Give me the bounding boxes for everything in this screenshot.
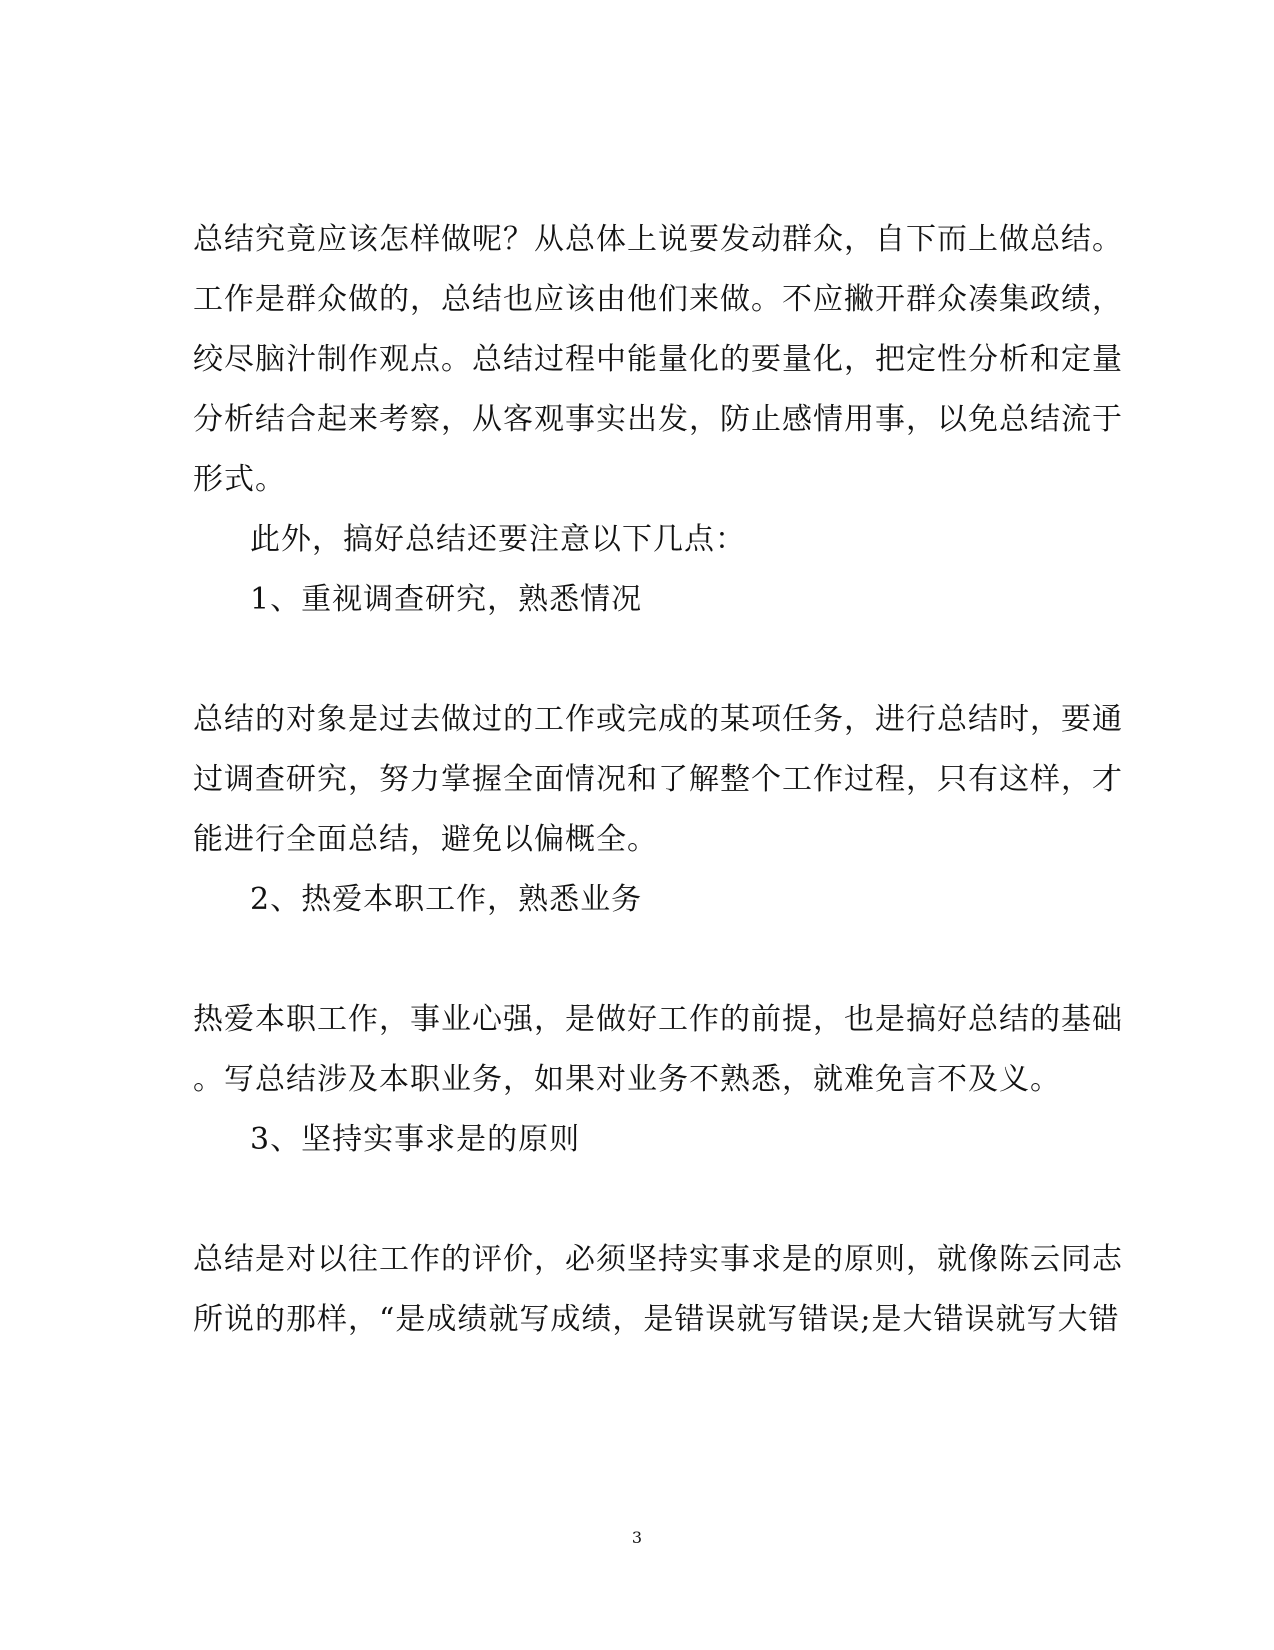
page-number: 3: [631, 1528, 643, 1547]
paragraph-line: 热爱本职工作，事业心强，是做好工作的前提，也是搞好总结的基础: [193, 1002, 1123, 1037]
section-heading-2: 2、热爱本职工作，熟悉业务: [250, 882, 643, 917]
paragraph-line: 工作是群众做的，总结也应该由他们来做。不应撇开群众凑集政绩，: [193, 282, 1123, 317]
paragraph-line: 总结的对象是过去做过的工作或完成的某项任务，进行总结时，要通: [193, 702, 1123, 737]
paragraph-line: 总结是对以往工作的评价，必须坚持实事求是的原则，就像陈云同志: [193, 1242, 1123, 1277]
paragraph-line: 形式。: [193, 462, 286, 497]
intro-line: 此外，搞好总结还要注意以下几点：: [250, 522, 746, 557]
paragraph-line: 分析结合起来考察，从客观事实出发，防止感情用事，以免总结流于: [193, 402, 1123, 437]
paragraph-line: 总结究竟应该怎样做呢？从总体上说要发动群众，自下而上做总结。: [193, 222, 1123, 257]
paragraph-line: 过调查研究，努力掌握全面情况和了解整个工作过程，只有这样，才: [193, 762, 1123, 797]
paragraph-line: 。写总结涉及本职业务，如果对业务不熟悉，就难免言不及义。: [193, 1062, 1061, 1097]
paragraph-line: 绞尽脑汁制作观点。总结过程中能量化的要量化，把定性分析和定量: [193, 342, 1123, 377]
paragraph-line: 能进行全面总结，避免以偏概全。: [193, 822, 658, 857]
section-heading-1: 1、重视调查研究，熟悉情况: [250, 582, 643, 617]
paragraph-line: 所说的那样，“是成绩就写成绩，是错误就写错误;是大错误就写大错: [193, 1302, 1120, 1337]
section-heading-3: 3、坚持实事求是的原则: [250, 1122, 581, 1157]
